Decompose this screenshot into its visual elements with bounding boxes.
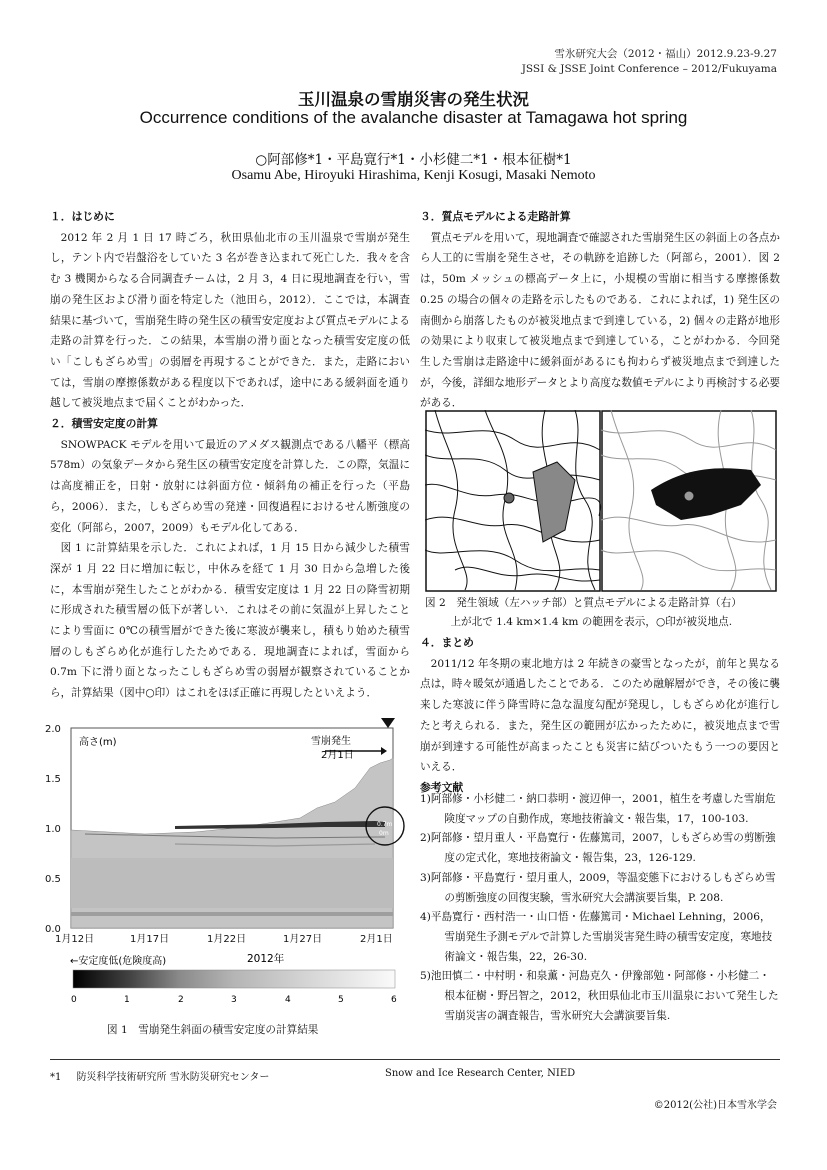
colorbar-tick: 6 xyxy=(391,995,397,1005)
reference-item: 1)阿部修・小杉健二・納口恭明・渡辺伸一，2001，植生を考慮した雪崩危険度マップの自動作成，寒地技術論文・報告集，17，100-103. xyxy=(420,793,776,825)
left-column xyxy=(50,207,410,704)
section-3-body: 質点モデルを用いて，現地調査で確認された雪崩発生区の斜面上の各点から人工的に雪崩を発生させ，その軌跡を追跡した（阿部ら，2001）．図 2 は，50m メッシュの標高データ上に，小規模の雪崩に相当する摩擦係数 0.25 の場合の個々の走路を示したものである．これによれば，1) 発生区の南側から崩落したものが被災地点まで到達している，2) 個々の走路が地形の効果により収束して被災地点まで到達している，ことがわかる．今回発生した雪崩は走路途中に緩斜面があるにも拘わらず被災地点まで到達したが，今後，詳細な地形データとより高度な数値モデルにより再検討する必要がある． xyxy=(420,231,780,410)
avalanche-marker-icon xyxy=(381,718,395,728)
reference-item: 2)阿部修・望月重人・平島寛行・佐藤篤司，2007，しもざらめ雪の剪断強度の定式化，寒地技術論文・報告集，23，126-129. xyxy=(420,832,776,865)
y-tick-label: 1.5 xyxy=(45,774,61,785)
y-axis-label: 高さ(m) xyxy=(79,737,117,748)
footer-affiliation xyxy=(50,1068,269,1083)
section-1-body: 2012 年 2 月 1 日 17 時ごろ，秋田県仙北市の玉川温泉で雪崩が発生し，テント内で岩盤浴をしていた 3 名が巻き込まれて死亡した．我々を含む 3 機関からなる合同調査チームは，2 月 3，4 日に現地調査を行い，雪崩の発生区および滑り面を特定した（池田ら，2012）．ここでは，本調査結果に基づいて，雪崩発生時の発生区の積雪安定度および質点モデルによる走路の計算を行った．この結果，本雪崩の滑り面となった積雪安定度の低い「こしもざらめ雪」の弱層を再現することができた．また，走路においては，雪崩の摩擦係数がある程度以下であれば，途中にある緩斜面を通り越して被災地点まで届くことがわかった． xyxy=(50,231,410,410)
colorbar-label: ←安定度低(危険度高) xyxy=(70,956,167,967)
marker-top-label: 0.7m xyxy=(377,821,393,828)
disaster-point-marker xyxy=(504,493,514,503)
section-2-heading: ２．積雪安定度の計算 xyxy=(50,417,158,431)
y-axis-ticks xyxy=(45,724,61,935)
y-tick-label: 0.5 xyxy=(45,874,61,885)
figure-2-caption xyxy=(425,594,785,632)
colorbar-tick: 3 xyxy=(231,995,237,1005)
snow-layer-lower xyxy=(71,858,393,908)
x-tick-label: 1月17日 xyxy=(130,934,170,945)
title-english: Occurrence conditions of the avalanche disaster at Tamagawa hot spring xyxy=(139,108,688,127)
colorbar-tick: 1 xyxy=(124,995,130,1005)
colorbar xyxy=(73,970,395,988)
marker-bottom-label: 0m xyxy=(379,830,389,837)
figure-2-maps xyxy=(425,410,777,592)
affiliation-en: Snow and Ice Research Center, NIED xyxy=(385,1068,576,1079)
conference-header xyxy=(522,47,777,77)
references-heading: 参考文献 xyxy=(420,780,464,794)
disaster-point-marker xyxy=(684,491,694,501)
figure-1 xyxy=(25,718,410,1018)
map-right xyxy=(601,410,776,591)
conference-line-1: 雪氷研究大会（2012・福山）2012.9.23-9.27 xyxy=(554,48,777,60)
affiliation-mark: *1 xyxy=(50,1072,62,1083)
colorbar-ticks xyxy=(71,995,397,1005)
x-tick-label: 2月1日 xyxy=(360,934,393,945)
annotation-line-1: 雪崩発生 xyxy=(311,736,351,747)
figure-1-caption: 図 1 雪崩発生斜面の積雪安定度の計算結果 xyxy=(107,1024,319,1036)
references-list xyxy=(420,790,780,1026)
figure-2-caption-line-2: 上が北で 1.4 km×1.4 km の範囲を表示，○印が被災地点. xyxy=(450,616,733,628)
colorbar-tick: 5 xyxy=(338,995,344,1005)
year-label: 2012年 xyxy=(247,953,285,965)
reference-item: 5)池田慎二・中村明・和泉薫・河島克久・伊豫部勉・阿部修・小杉健二・根本征樹・野呂智之，2012，秋田県仙北市玉川温泉において発生した雪崩災害の調査報告，雪氷研究大会講演要旨集. xyxy=(420,970,779,1022)
footer-divider xyxy=(50,1059,780,1060)
section-2-paragraph-2: 図 1 に計算結果を示した．これによれば，1 月 15 日から減少した積雪深が 1 月 22 日に増加に転じ，中休みを経て 1 月 30 日から急増した後に，本雪崩が発生したことがわかる．積雪安定度は 1 月 22 日の降雪初期に形成された積雪層の低下が著しい．これはその前に気温が上昇したことにより雪面に 0℃の積雪層ができた後に寒波が襲来し，積もり始めた積雪層のしもざらめ化が進行したためである．現地調査によれば，雪面から 0.7m 下に滑り面となったこしもざらめ雪の弱層が観察されていることから，計算結果（図中○印）はこれをほぼ正確に再現したといえよう． xyxy=(50,542,410,700)
colorbar-tick: 4 xyxy=(285,995,291,1005)
authors-japanese: ○阿部修*1・平島寛行*1・小杉健二*1・根本征樹*1 xyxy=(255,152,572,168)
figure-2 xyxy=(425,410,777,592)
reference-item: 4)平島寛行・西村浩一・山口悟・佐藤篤司・Michael Lehning，2006，雪崩発生予測モデルで計算した雪崩災害発生時の積雪安定度，寒地技術論文・報告集，22，26-30. xyxy=(420,911,773,963)
section-4-body: 2011/12 年冬期の東北地方は 2 年続きの豪雪となったが，前年と異なる点は，時々暖気が通過したことである．このため融解層ができ，その後に襲来した寒波に伴う降雪時に急な温度勾配が発現し，しもざらめ化が進行したと考えられる．また，発生区の範囲が広かったために，被災地点まで雪崩が到達する可能性が高まったことも災害に結びついたもう一つの要因といえる． xyxy=(420,657,780,774)
y-tick-label: 2.0 xyxy=(45,724,61,735)
snow-layer-base xyxy=(71,912,393,916)
section-3-heading: ３．質点モデルによる走路計算 xyxy=(420,210,571,223)
figure-2-caption-line-1: 図 2 発生領域（左ハッチ部）と質点モデルによる走路計算（右） xyxy=(425,597,742,609)
right-column-bottom xyxy=(420,633,780,799)
figure-1-chart xyxy=(25,718,410,1018)
map-left xyxy=(425,410,601,591)
reference-item: 3)阿部修・平島寛行・望月重人，2009，等温変態下におけるしもざらめ雪の剪断強度の回復実験，雪氷研究大会講演要旨集，P. 208. xyxy=(420,871,776,904)
y-tick-label: 1.0 xyxy=(45,824,61,835)
copyright: ©2012(公社)日本雪氷学会 xyxy=(653,1100,777,1111)
x-axis-ticks xyxy=(55,933,393,945)
colorbar-tick: 2 xyxy=(178,995,184,1005)
x-tick-label: 1月22日 xyxy=(207,934,247,945)
x-tick-label: 1月12日 xyxy=(55,934,95,945)
authors-english: Osamu Abe, Hiroyuki Hirashima, Kenji Kosugi, Masaki Nemoto xyxy=(231,168,596,183)
colorbar-tick: 0 xyxy=(71,995,77,1005)
section-1-heading: １．はじめに xyxy=(50,210,115,223)
x-tick-label: 1月27日 xyxy=(283,934,323,945)
affiliation-ja: 防災科学技術研究所 雪氷防災研究センター xyxy=(76,1072,270,1083)
annotation-line-2: 2月1日 xyxy=(321,750,354,761)
title-japanese: 玉川温泉の雪崩災害の発生状況 xyxy=(298,90,529,109)
section-2-paragraph-1: SNOWPACK モデルを用いて最近のアメダス観測点である八幡平（標高 578m）の気象データから発生区の積雪安定度を計算した．この際，気温には高度補正を，日射・放射には斜面方位・傾斜角の補正を行った（平島ら，2006）．また，しもざらめ雪の発達・回復過程におけるせん断強度の変化（阿部ら，2007，2009）もモデル化してある． xyxy=(50,438,410,534)
conference-line-2: JSSI & JSSE Joint Conference – 2012/Fukuyama xyxy=(521,63,777,75)
right-column-top xyxy=(420,207,780,414)
section-4-heading: ４．まとめ xyxy=(420,636,474,649)
y-tick-label: 0.0 xyxy=(45,924,61,935)
